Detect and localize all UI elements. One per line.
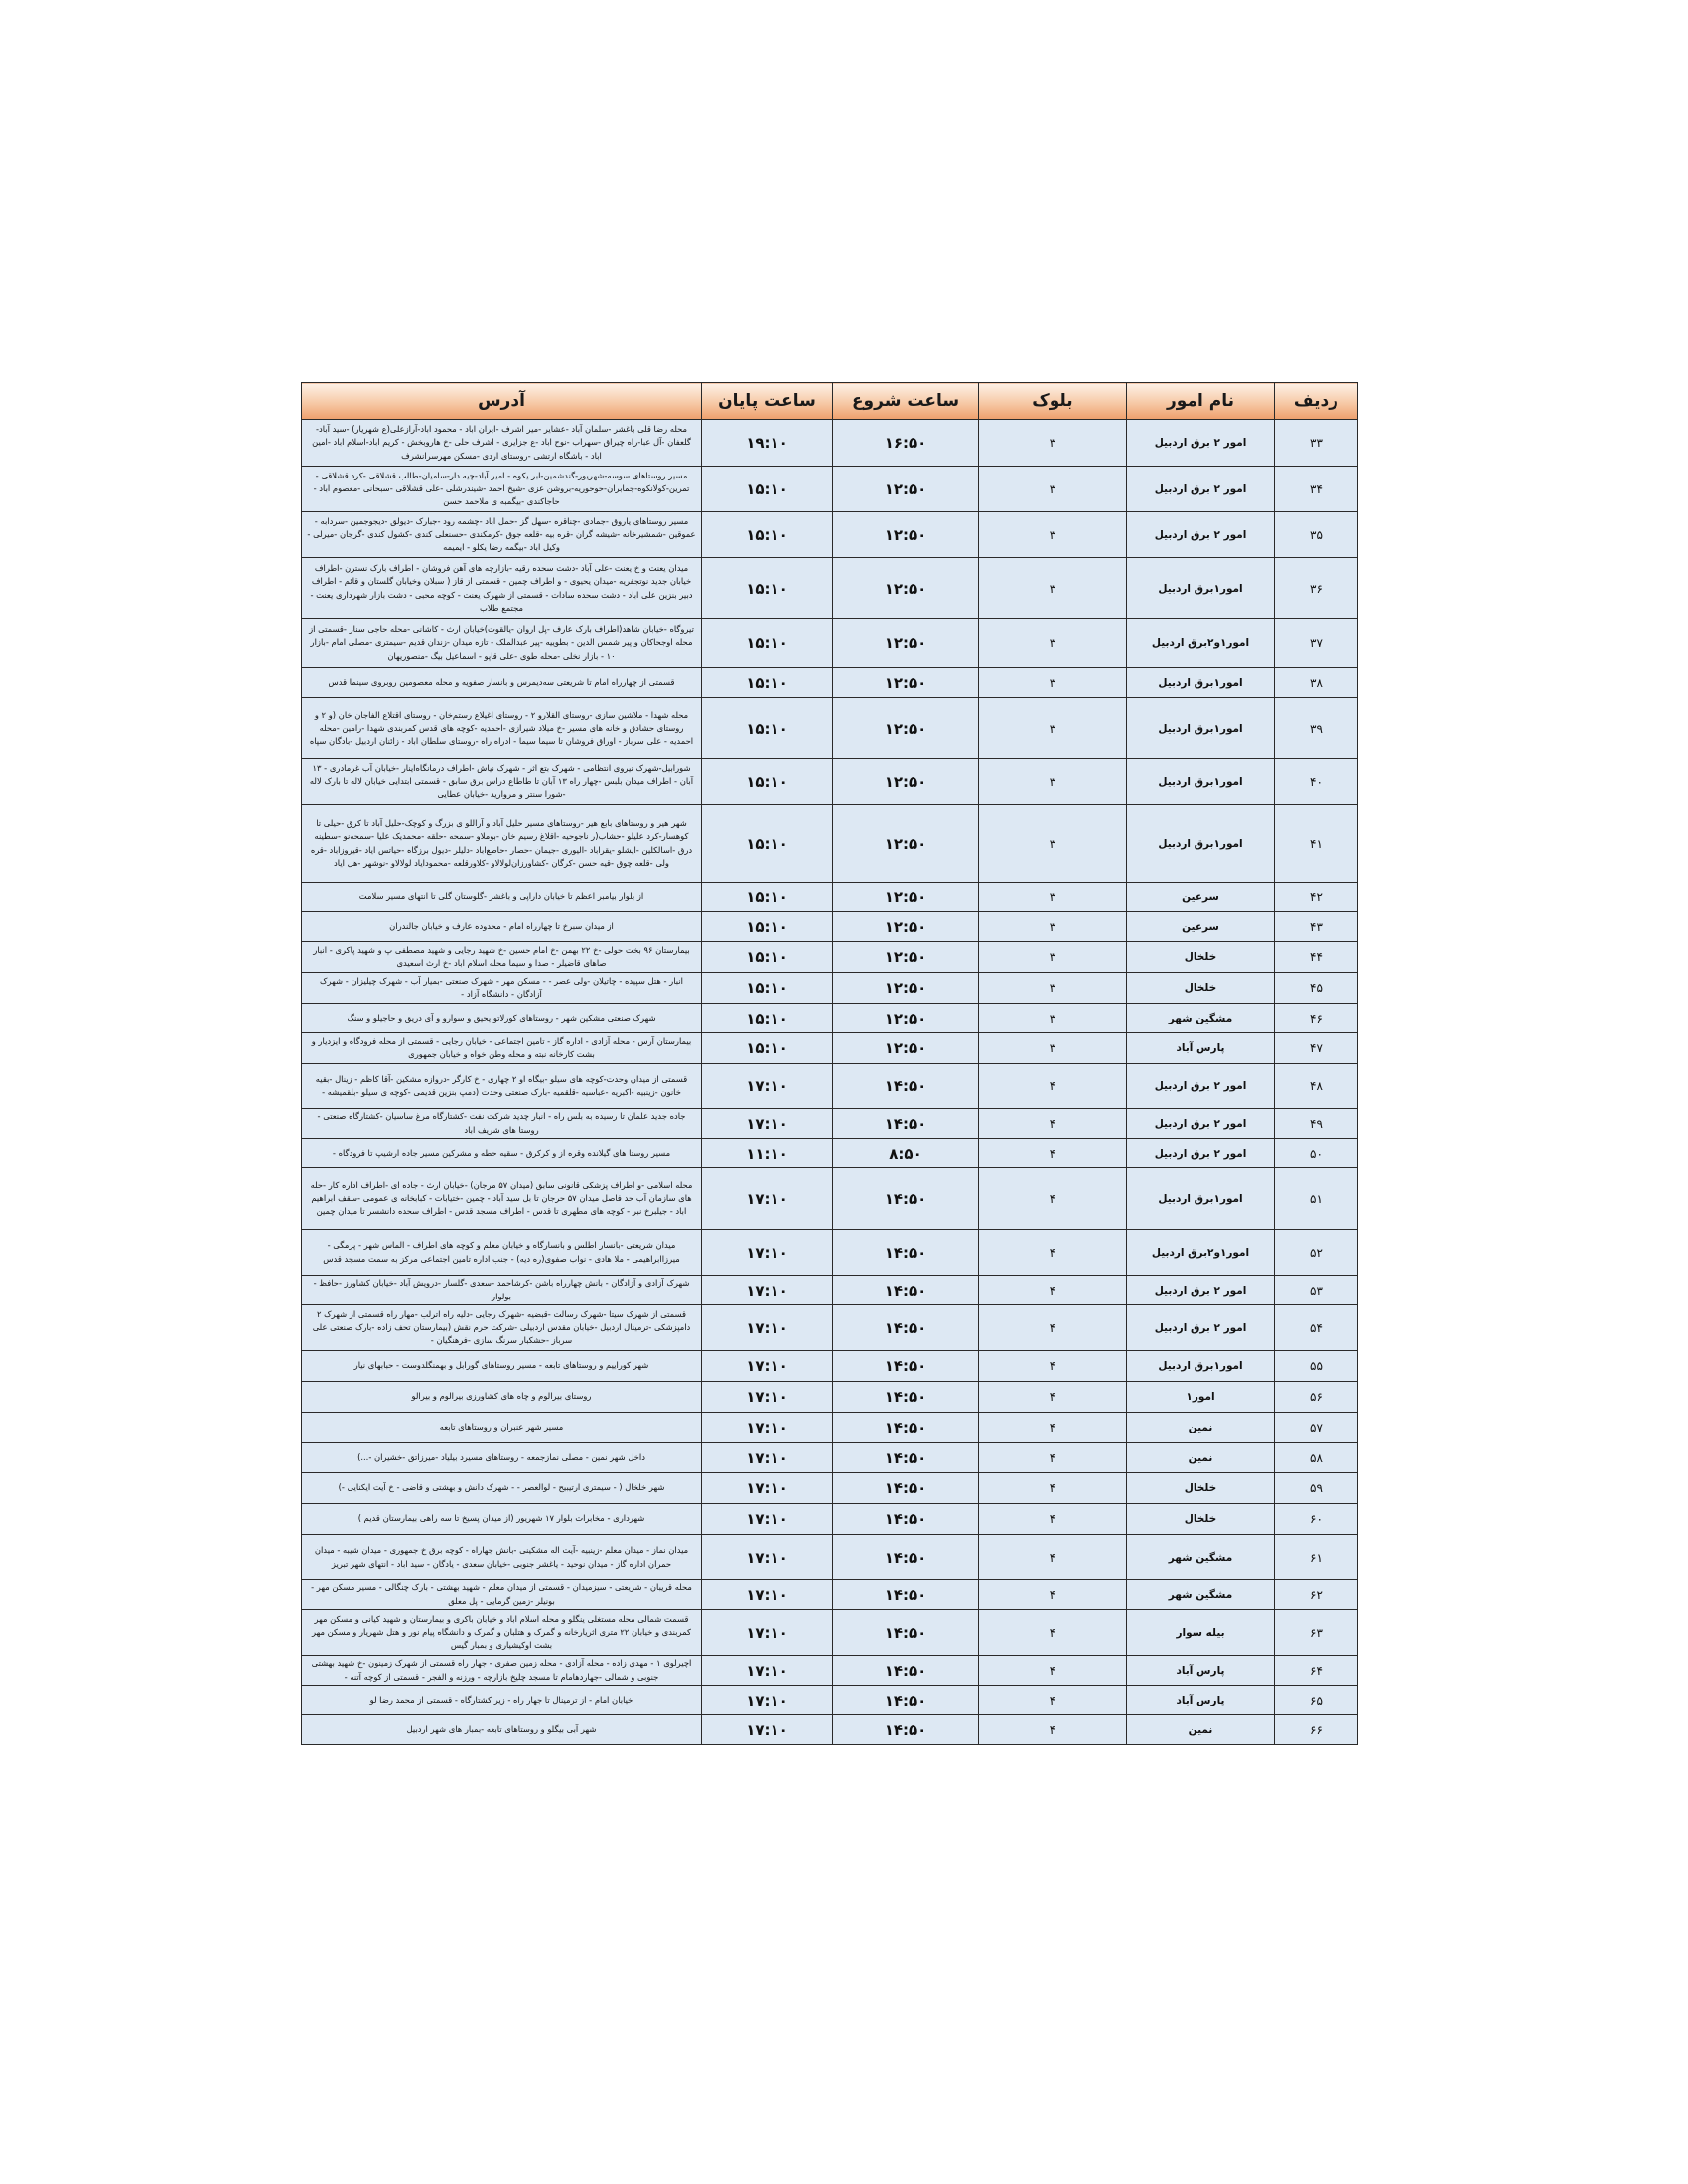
table-row: [302, 558, 1358, 619]
end-time-cell: ۱۹:۱۰: [702, 420, 833, 467]
end-time-cell: ۱۵:۱۰: [702, 558, 833, 619]
header-row: [302, 383, 1358, 420]
end-time-cell: ۱۵:۱۰: [702, 467, 833, 512]
row-number-cell: ۶۳: [1275, 1610, 1358, 1656]
end-time-cell: ۱۵:۱۰: [702, 512, 833, 558]
office-name-cell: امور۱و۲برق اردبیل: [1127, 619, 1275, 668]
row-number-cell: ۶۴: [1275, 1656, 1358, 1686]
address-cell: قسمتی از چهارراه امام تا شریعتی سه‌دیمرس و بانسار صفویه و محله معصومین روبروی سینما قدس: [302, 668, 702, 698]
row-number-cell: ۳۸: [1275, 668, 1358, 698]
end-time-cell: ۱۵:۱۰: [702, 912, 833, 942]
table-row: [302, 1276, 1358, 1305]
block-cell: ۴: [979, 1168, 1127, 1230]
row-number-cell: ۴۳: [1275, 912, 1358, 942]
start-time-cell: ۱۴:۵۰: [833, 1109, 979, 1139]
row-number-cell: ۵۶: [1275, 1382, 1358, 1413]
table-row: [302, 805, 1358, 883]
row-number-cell: ۵۵: [1275, 1351, 1358, 1382]
table-row: [302, 1064, 1358, 1109]
block-cell: ۴: [979, 1382, 1127, 1413]
block-cell: ۳: [979, 805, 1127, 883]
start-time-cell: ۱۴:۵۰: [833, 1473, 979, 1504]
row-number-cell: ۴۲: [1275, 883, 1358, 912]
address-cell: روستای بیرالوم و چاه های کشاورزی بیرالوم و بیرالو: [302, 1382, 702, 1413]
office-name-cell: امور۱برق اردبیل: [1127, 805, 1275, 883]
start-time-cell: ۱۲:۵۰: [833, 668, 979, 698]
table-row: [302, 1610, 1358, 1656]
address-cell: محله قریبان - شریعتی - سیزمیدان - قسمتی از میدان معلم - شهید بهشتی - بارک چنگالی - مسیر مسکن مهر - بونیلر -زمین گرمایی - پل معلق: [302, 1580, 702, 1610]
office-name-cell: نمین: [1127, 1715, 1275, 1745]
office-name-cell: خلخال: [1127, 973, 1275, 1004]
row-number-cell: ۴۹: [1275, 1109, 1358, 1139]
row-number-cell: ۵۲: [1275, 1230, 1358, 1276]
end-time-cell: ۱۷:۱۰: [702, 1413, 833, 1443]
row-number-cell: ۳۷: [1275, 619, 1358, 668]
office-name-cell: امور ۲ برق اردبیل: [1127, 1305, 1275, 1351]
header-row-number: ردیف: [1275, 383, 1358, 420]
office-name-cell: مشگین شهر: [1127, 1535, 1275, 1580]
block-cell: ۴: [979, 1413, 1127, 1443]
office-name-cell: پارس آباد: [1127, 1686, 1275, 1715]
address-cell: شهرداری - مخابرات بلوار ۱۷ شهریور (از میدان پسیخ تا سه راهی بیمارستان قدیم ): [302, 1504, 702, 1535]
table-row: [302, 1443, 1358, 1473]
address-cell: محله اسلامی -و اطراف پزشکی قانونی سابق (میدان ۵۷ مرجان) -خیابان ارث - جاده ای -اطراف اداره کار -حله های سازمان آب حد فاصل میدان ۵۷ حرجان تا بل سید آباد - چمین -ختیابات - کبابخانه ی عمومی -سقف ابراهیم اباد - جیلبرخ نبر - کوچه های مطهری تا قدس - اطراف مسجد قدس - اطراف سحده دانشسر تا میدان چمین: [302, 1168, 702, 1230]
block-cell: ۴: [979, 1351, 1127, 1382]
start-time-cell: ۱۲:۵۰: [833, 883, 979, 912]
row-number-cell: ۴۷: [1275, 1033, 1358, 1064]
address-cell: اچیرلوی ۱ - مهدی زاده - محله آزادی - محله زمین صفری - جهار راه قسمتی از شهرک زمینون -خ شهید بهشتی جنوبی و شمالی -جهاردهامام تا مسجد چلیخ بازارچه - ورزنه و الفجر - قسمتی از کوچه آتنه -: [302, 1656, 702, 1686]
row-number-cell: ۴۸: [1275, 1064, 1358, 1109]
end-time-cell: ۱۵:۱۰: [702, 973, 833, 1004]
office-name-cell: امور۱برق اردبیل: [1127, 1168, 1275, 1230]
address-cell: انبار - هتل سپیده - چاتیلان -ولی عصر - - مسکن مهر - شهرک صنعتی -بمیار آب - شهرک چیلیزان - شهرک آزادگان - دانشگاه آزاد -: [302, 973, 702, 1004]
table-row: [302, 912, 1358, 942]
start-time-cell: ۱۲:۵۰: [833, 512, 979, 558]
block-cell: ۴: [979, 1139, 1127, 1168]
row-number-cell: ۳۳: [1275, 420, 1358, 467]
start-time-cell: ۱۲:۵۰: [833, 805, 979, 883]
end-time-cell: ۱۷:۱۰: [702, 1351, 833, 1382]
end-time-cell: ۱۷:۱۰: [702, 1276, 833, 1305]
block-cell: ۴: [979, 1276, 1127, 1305]
start-time-cell: ۱۴:۵۰: [833, 1064, 979, 1109]
block-cell: ۳: [979, 759, 1127, 805]
header-end-time: ساعت پایان: [702, 383, 833, 420]
block-cell: ۴: [979, 1580, 1127, 1610]
block-cell: ۴: [979, 1109, 1127, 1139]
block-cell: ۳: [979, 912, 1127, 942]
row-number-cell: ۶۵: [1275, 1686, 1358, 1715]
end-time-cell: ۱۷:۱۰: [702, 1504, 833, 1535]
row-number-cell: ۴۵: [1275, 973, 1358, 1004]
block-cell: ۳: [979, 668, 1127, 698]
start-time-cell: ۱۴:۵۰: [833, 1504, 979, 1535]
start-time-cell: ۱۴:۵۰: [833, 1413, 979, 1443]
header-office-name: نام امور: [1127, 383, 1275, 420]
row-number-cell: ۶۲: [1275, 1580, 1358, 1610]
outage-schedule-table: [301, 382, 1358, 1745]
start-time-cell: ۱۴:۵۰: [833, 1305, 979, 1351]
end-time-cell: ۱۷:۱۰: [702, 1109, 833, 1139]
table-row: [302, 759, 1358, 805]
table-row: [302, 1686, 1358, 1715]
address-cell: شورابیل-شهرک نیروی انتظامی - شهرک بتع اثر - شهرک نیاش -اطراف درمانگاه‌اینار -خیابان آب غرمادری - ۱۳ آبان - اطراف میدان بلبس -چهار راه ۱۳ آبان تا طاطاع دراس برق سابق - قسمتی ابتدایی خیابان لاله تا بارک لاله -شورا سنتر و مروارید -خیابان عطایی: [302, 759, 702, 805]
end-time-cell: ۱۵:۱۰: [702, 619, 833, 668]
start-time-cell: ۱۲:۵۰: [833, 467, 979, 512]
address-cell: محله رضا قلی باغشر -سلمان آباد -عشایر -میر اشرف -ایران اباد - محمود اباد-آرازعلی(ع شهریار) -سید آباد-گلعفان -آل عبا-راه چیراق -سهراب -نوح اباد -ع جزایری - اشرف حلی -خ هاروبخش - کریم اباد-اسلام اباد -امین اباد - باشگاه ارتشی -روستای اردی -مسکن مهرسرانشرف: [302, 420, 702, 467]
block-cell: ۳: [979, 698, 1127, 759]
row-number-cell: ۶۰: [1275, 1504, 1358, 1535]
table-row: [302, 1109, 1358, 1139]
end-time-cell: ۱۵:۱۰: [702, 759, 833, 805]
table-row: [302, 1230, 1358, 1276]
table-row: [302, 698, 1358, 759]
block-cell: ۳: [979, 1004, 1127, 1033]
table-row: [302, 512, 1358, 558]
table-row: [302, 1715, 1358, 1745]
table-row: [302, 1168, 1358, 1230]
start-time-cell: ۱۴:۵۰: [833, 1276, 979, 1305]
row-number-cell: ۳۵: [1275, 512, 1358, 558]
end-time-cell: ۱۷:۱۰: [702, 1656, 833, 1686]
table-row: [302, 420, 1358, 467]
block-cell: ۳: [979, 619, 1127, 668]
end-time-cell: ۱۷:۱۰: [702, 1443, 833, 1473]
table-row: [302, 1351, 1358, 1382]
address-cell: قسمتی از شهرک سیتا -شهرک رسالت -قبضیه -شهرک رجایی -دلیه راه اترلب -مهار راه قسمتی از شهرک ۲ دامپزشکی -ترمینال اردبیل -خیابان مقدس اردبیلی -شرکت حرم نقش (بیمارستان تحف زاده -بارک صنعتی علی سرباز -حشکبار سرنگ سازی -فرهنگیان -: [302, 1305, 702, 1351]
end-time-cell: ۱۵:۱۰: [702, 805, 833, 883]
office-name-cell: امور ۲ برق اردبیل: [1127, 1276, 1275, 1305]
block-cell: ۳: [979, 883, 1127, 912]
table-row: [302, 1504, 1358, 1535]
office-name-cell: امور۱برق اردبیل: [1127, 698, 1275, 759]
address-cell: خیابان امام - از ترمینال تا جهار راه - زیر کشتارگاه - قسمتی از محمد رضا لو: [302, 1686, 702, 1715]
start-time-cell: ۱۲:۵۰: [833, 619, 979, 668]
office-name-cell: نمین: [1127, 1443, 1275, 1473]
address-cell: مسیر شهر عنبران و روستاهای تابعه: [302, 1413, 702, 1443]
address-cell: قسمت شمالی محله مستغلی ینگلو و محله اسلام اباد و خیابان باکری و بیمارستان و شهید کیانی و مسکن مهر کمربندی و خیابان ۲۲ متری اثریارخانه و گمرک و هتلبان و گمرک و دانشگاه پیام نور و هتل شهریار و مسکن مهر بشت اوکیشیاری و بمبار گیس: [302, 1610, 702, 1656]
end-time-cell: ۱۵:۱۰: [702, 1004, 833, 1033]
end-time-cell: ۱۷:۱۰: [702, 1305, 833, 1351]
start-time-cell: ۱۲:۵۰: [833, 759, 979, 805]
start-time-cell: ۱۴:۵۰: [833, 1230, 979, 1276]
table-row: [302, 1139, 1358, 1168]
end-time-cell: ۱۷:۱۰: [702, 1610, 833, 1656]
row-number-cell: ۵۸: [1275, 1443, 1358, 1473]
start-time-cell: ۱۲:۵۰: [833, 1033, 979, 1064]
address-cell: مسیر روستا های گیلانده وقره از و کرکرق - سقیه حطه و مشرکین مسیر جاده ارشیپ تا فرودگاه -: [302, 1139, 702, 1168]
end-time-cell: ۱۷:۱۰: [702, 1168, 833, 1230]
address-cell: از میدان سبرخ تا چهارراه امام - محدوده عارف و خیابان جالندران: [302, 912, 702, 942]
start-time-cell: ۱۲:۵۰: [833, 698, 979, 759]
block-cell: ۴: [979, 1686, 1127, 1715]
start-time-cell: ۱۴:۵۰: [833, 1382, 979, 1413]
end-time-cell: ۱۷:۱۰: [702, 1580, 833, 1610]
block-cell: ۳: [979, 973, 1127, 1004]
end-time-cell: ۱۷:۱۰: [702, 1064, 833, 1109]
office-name-cell: امور ۲ برق اردبیل: [1127, 1139, 1275, 1168]
end-time-cell: ۱۵:۱۰: [702, 1033, 833, 1064]
start-time-cell: ۱۴:۵۰: [833, 1443, 979, 1473]
block-cell: ۴: [979, 1656, 1127, 1686]
table-row: [302, 1004, 1358, 1033]
block-cell: ۴: [979, 1443, 1127, 1473]
address-cell: قسمتی از میدان وحدت-کوچه های سیلو -بیگاه او ۲ چهاری - خ کارگر -دروازه مشکین -آقا کاظم - زینال -بقیه خانون -زینبیه -اکبریه -عباسیه -قلقمیه -بارک صنعتی وحدت (دمپ بنزین قدیمی -کوچه ی سیلو -بلقمیشه -: [302, 1064, 702, 1109]
block-cell: ۴: [979, 1473, 1127, 1504]
row-number-cell: ۵۰: [1275, 1139, 1358, 1168]
start-time-cell: ۱۴:۵۰: [833, 1610, 979, 1656]
end-time-cell: ۱۷:۱۰: [702, 1715, 833, 1745]
block-cell: ۳: [979, 420, 1127, 467]
end-time-cell: ۱۷:۱۰: [702, 1686, 833, 1715]
office-name-cell: امور۱برق اردبیل: [1127, 558, 1275, 619]
office-name-cell: مشگین شهر: [1127, 1004, 1275, 1033]
office-name-cell: امور۱برق اردبیل: [1127, 668, 1275, 698]
row-number-cell: ۶۶: [1275, 1715, 1358, 1745]
office-name-cell: امور۱برق اردبیل: [1127, 759, 1275, 805]
start-time-cell: ۱۴:۵۰: [833, 1168, 979, 1230]
table-row: [302, 1580, 1358, 1610]
office-name-cell: خلخال: [1127, 1473, 1275, 1504]
address-cell: شهر آبی بیگلو و روستاهای تابعه -بمبار های شهر اردبیل: [302, 1715, 702, 1745]
table-row: [302, 1033, 1358, 1064]
office-name-cell: امور ۲ برق اردبیل: [1127, 467, 1275, 512]
row-number-cell: ۴۶: [1275, 1004, 1358, 1033]
start-time-cell: ۱۴:۵۰: [833, 1686, 979, 1715]
address-cell: از بلوار بیامبر اعظم تا خیابان داراپی و باغشر -گلوستان گلی تا انتهای مسیر سلامت: [302, 883, 702, 912]
block-cell: ۳: [979, 1033, 1127, 1064]
table-row: [302, 1305, 1358, 1351]
end-time-cell: ۱۵:۱۰: [702, 698, 833, 759]
row-number-cell: ۵۱: [1275, 1168, 1358, 1230]
block-cell: ۴: [979, 1305, 1127, 1351]
address-cell: جاده جدید علمان تا رسیده به بلس راه - انبار چدید شرکت نفت -کشتارگاه مرغ ساسیان -کشتارگاه صنعتی - روستا های شریف اباد: [302, 1109, 702, 1139]
header-block: بلوک: [979, 383, 1127, 420]
table-row: [302, 1656, 1358, 1686]
block-cell: ۳: [979, 558, 1127, 619]
end-time-cell: ۱۷:۱۰: [702, 1535, 833, 1580]
office-name-cell: خلخال: [1127, 1504, 1275, 1535]
address-cell: مسیر روستاهای یاروق -جمادی -چناقره -سهل گز -حمل اباد -چشمه رود -جبارک -دیولق -دیجوجمین -سردابه - عموقین -شمشیرخانه -شیشه گران -قره بیه -قلعه جوق -کرمکندی -حسنعلی کندی -کشول کندی -گرجان -میرلی - وکیل اباد -بیگمه رضا یکلو - ایمیمه: [302, 512, 702, 558]
end-time-cell: ۱۷:۱۰: [702, 1230, 833, 1276]
address-cell: میدان یعنت و خ یعنت -علی آباد -دشت سحده رقیه -بازارچه های آهن فروشان - اطراف بارک نسترن -اطراف خیابان جدید نوتجفریه -میدان یحیوی - و اطراف چمین - قسمتی از قاز ( سبلان وخیابان گلستان و قائم - اطراف دبیر بنزین علی اباد - دشت سحده سادات - قسمتی از شهرک یعنت - کوچه محبی - دشت بازار شهرداری یعنت - مجتمع طلاب: [302, 558, 702, 619]
row-number-cell: ۳۴: [1275, 467, 1358, 512]
table-row: [302, 942, 1358, 973]
table-row: [302, 883, 1358, 912]
office-name-cell: امور ۲ برق اردبیل: [1127, 1064, 1275, 1109]
start-time-cell: ۱۲:۵۰: [833, 1004, 979, 1033]
table-row: [302, 668, 1358, 698]
row-number-cell: ۳۶: [1275, 558, 1358, 619]
table-row: [302, 1382, 1358, 1413]
start-time-cell: ۱۲:۵۰: [833, 973, 979, 1004]
office-name-cell: بیله سوار: [1127, 1610, 1275, 1656]
office-name-cell: امور۱: [1127, 1382, 1275, 1413]
row-number-cell: ۵۹: [1275, 1473, 1358, 1504]
block-cell: ۴: [979, 1715, 1127, 1745]
table-row: [302, 1473, 1358, 1504]
office-name-cell: امور۱برق اردبیل: [1127, 1351, 1275, 1382]
row-number-cell: ۶۱: [1275, 1535, 1358, 1580]
office-name-cell: پارس آباد: [1127, 1656, 1275, 1686]
row-number-cell: ۳۹: [1275, 698, 1358, 759]
start-time-cell: ۸:۵۰: [833, 1139, 979, 1168]
address-cell: محله شهدا - ملاشین سازی -روستای القلارو ۲ - روستای اغیلاع رستم‌خان - روستای اقتلاع الفاجان خان (و ۲ و روستای حشادق و خانه های مسیر -خ میلاد شیرازی -احمدیه -کوچه های قدس کمربندی شهدا -رامین -محله احمدیه - علی سرباز - اوراق فروشان تا سیما سیما - ادراه راه -روستای سلطان اباد - زائنان اردبیل -بادگان سپاه: [302, 698, 702, 759]
address-cell: شهر خلخال ( - سیمتری ارتیبیح - لوالعصر - - شهرک دانش و بهشتی و قاضی - خ آیت ایکنایی -): [302, 1473, 702, 1504]
address-cell: بیمارستان آرس - محله آزادی - اداره گاز - تامین اجتماعی - خیابان رجایی - قسمتی از محله فرودگاه و ایزدیار و بشت کارخانه نبته و محله وطن خواه و خیابان جمهوری: [302, 1033, 702, 1064]
row-number-cell: ۵۴: [1275, 1305, 1358, 1351]
row-number-cell: ۵۷: [1275, 1413, 1358, 1443]
table-row: [302, 619, 1358, 668]
block-cell: ۳: [979, 467, 1127, 512]
office-name-cell: مشگین شهر: [1127, 1580, 1275, 1610]
table-row: [302, 467, 1358, 512]
address-cell: مسیر روستاهای سوسه-شهریور-گندشمین-ابر یکوه - امیر آباد-چیه دار-سامیان-طالب قشلاقی -کرد قشلاقی - تمرین-کولانکوه-جمابران-حوحوریه-بروشن عزی -شیخ احمد -شیندرشلی -علی قشلاقی -سبحانی -معصوم اباد - حاجاکندی -بیگمبه ی ملاحمد حسن: [302, 467, 702, 512]
address-cell: تیروگاه -خیابان شاهد(اطراف بارک عارف -پل اروان -یالقوت)خیابان ارث - کاشانی -محله حاجی سنار -قسمتی از محله اوجحاکان و پیر شمس الدین - بطوییه -پیر عبدالملک - تازه میدان -زندان قدیم -سیمتری -مصلی امام -بازار ۱۰ - بازار نخلی -محله طوی -علی قاپو - اسماعیل بیگ -منصوریهان: [302, 619, 702, 668]
table-row: [302, 973, 1358, 1004]
address-cell: شهر کوراییم و روستاهای تابعه - مسیر روستاهای گورابل و بهمنگلدوست - حبابهای نیار: [302, 1351, 702, 1382]
address-cell: شهرک آزادی و آزادگان - بانش چهارراه باشن -کرشاحمد -سعدی -گلسار -درویش آباد -خیابان کشاورز -حافظ - بولوار: [302, 1276, 702, 1305]
table-row: [302, 1413, 1358, 1443]
block-cell: ۴: [979, 1230, 1127, 1276]
start-time-cell: ۱۲:۵۰: [833, 912, 979, 942]
office-name-cell: نمین: [1127, 1413, 1275, 1443]
office-name-cell: خلخال: [1127, 942, 1275, 973]
address-cell: شهر هیر و روستاهای بابع هیر -روستاهای مسیر حلیل آباد و آراللو ی بزرگ و کوچک-حلیل آباد تا کرق -حیلی تا کوهسار-کرد علیلو -حشاب(ر ناجوحیه -اقلاغ رسیم خان -بوملاو -سمحه -حلقه -محمدیک علیا -سمحه‌نو -سطینه درق -اسالکلین -ایشلو -یقراباد -الیوری -جیمان -حصار -حاطع‌اباد -دلیلر -دیول برزگاه -حیاتس ایاد -قیروزاباد -قره ولی -قلعه چوق -قیه حسن -کرگان -کشاورزان‌لولالاو -کلاورقلعه -محمودایاد لولالاو -نوشهر -هل ایاد: [302, 805, 702, 883]
end-time-cell: ۱۵:۱۰: [702, 942, 833, 973]
block-cell: ۴: [979, 1064, 1127, 1109]
end-time-cell: ۱۵:۱۰: [702, 668, 833, 698]
end-time-cell: ۱۵:۱۰: [702, 883, 833, 912]
start-time-cell: ۱۴:۵۰: [833, 1351, 979, 1382]
block-cell: ۴: [979, 1535, 1127, 1580]
address-cell: شهرک صنعتی مشکین شهر - روستاهای کورلاتو یحیق و سوارو و آی دریق و حاجیلو و سنگ: [302, 1004, 702, 1033]
start-time-cell: ۱۴:۵۰: [833, 1715, 979, 1745]
end-time-cell: ۱۷:۱۰: [702, 1382, 833, 1413]
row-number-cell: ۴۰: [1275, 759, 1358, 805]
office-name-cell: سرعین: [1127, 912, 1275, 942]
office-name-cell: سرعین: [1127, 883, 1275, 912]
block-cell: ۳: [979, 512, 1127, 558]
row-number-cell: ۵۳: [1275, 1276, 1358, 1305]
row-number-cell: ۴۱: [1275, 805, 1358, 883]
block-cell: ۳: [979, 942, 1127, 973]
office-name-cell: پارس آباد: [1127, 1033, 1275, 1064]
header-address: آدرس: [302, 383, 702, 420]
block-cell: ۴: [979, 1610, 1127, 1656]
office-name-cell: امور ۲ برق اردبیل: [1127, 1109, 1275, 1139]
address-cell: داخل شهر نمین - مصلی نمازجمعه - روستاهای مسیرد بیلیاد -میرزاتق -خشیران -...): [302, 1443, 702, 1473]
end-time-cell: ۱۷:۱۰: [702, 1473, 833, 1504]
office-name-cell: امور۱و۲برق اردبیل: [1127, 1230, 1275, 1276]
address-cell: بیمارستان ۹۶ بخت حولی -خ ۲۲ بهمن -خ امام حسین -خ شهید رجایی و شهید مصطفی پ و شهید پاکری - انبار صاهای قاضیلر - صدا و سیما محله اسلام اباد -خ ارث اسعیدی: [302, 942, 702, 973]
table-row: [302, 1535, 1358, 1580]
start-time-cell: ۱۲:۵۰: [833, 942, 979, 973]
row-number-cell: ۴۴: [1275, 942, 1358, 973]
office-name-cell: امور ۲ برق اردبیل: [1127, 512, 1275, 558]
block-cell: ۴: [979, 1504, 1127, 1535]
start-time-cell: ۱۶:۵۰: [833, 420, 979, 467]
address-cell: میدان شریعتی -بانسار اطلس و بانسار‌گاه و خیابان معلم و کوچه های اطراف - الماس شهر - پرمگی - میرزاابراهیمی - ملا هادی - نواب صفوی(ره دیه) - جنب اداره تامین اجتماعی مرکز به سمت مسجد قدس: [302, 1230, 702, 1276]
start-time-cell: ۱۴:۵۰: [833, 1535, 979, 1580]
table-body: [302, 420, 1358, 1745]
end-time-cell: ۱۱:۱۰: [702, 1139, 833, 1168]
address-cell: میدان نماز - میدان معلم -زینبیه -آیت اله مشکینی -بانش جهاراه - کوچه برق خ جمهوری - میدان شیبه - میدان حمران اداره گاز - میدان نوحید - یاغشر جنوبی -خیابان سعدی - یادگان - سید اباد - انتهای شهر تبریز: [302, 1535, 702, 1580]
start-time-cell: ۱۲:۵۰: [833, 558, 979, 619]
header-start-time: ساعت شروع: [833, 383, 979, 420]
start-time-cell: ۱۴:۵۰: [833, 1580, 979, 1610]
start-time-cell: ۱۴:۵۰: [833, 1656, 979, 1686]
office-name-cell: امور ۲ برق اردبیل: [1127, 420, 1275, 467]
